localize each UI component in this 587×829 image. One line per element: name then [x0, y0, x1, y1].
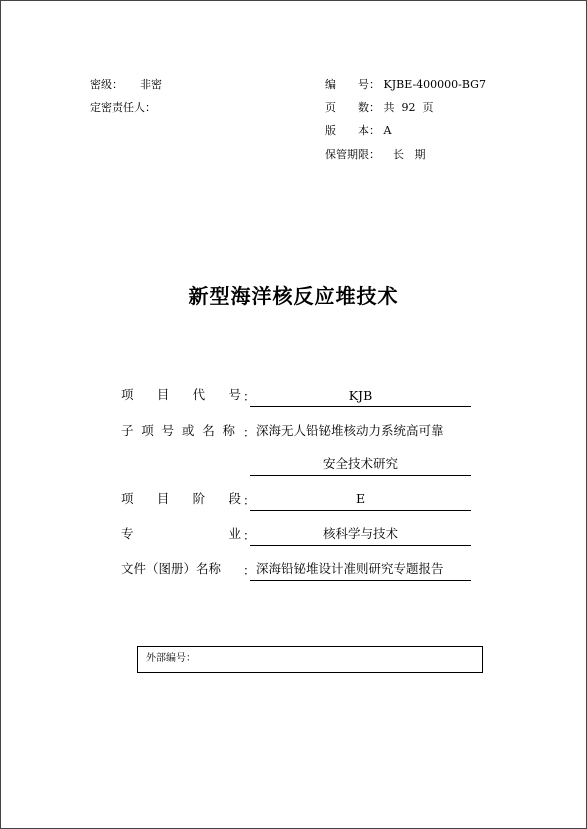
version-value: A [383, 124, 392, 137]
page-count [325, 101, 433, 114]
subproject-value-line1: 深海无人铅铋堆核动力系统高可靠 [256, 423, 444, 438]
classifier-label: 定密责任人： [90, 101, 156, 114]
major-colon: ： [243, 528, 256, 543]
doc-number-label: 编 号： [325, 78, 380, 91]
subproject-underline [250, 475, 471, 476]
document-name-underline [250, 580, 471, 581]
project-code-value: KJB [348, 388, 373, 403]
document-title: 新型海洋核反应堆技术 [188, 284, 399, 308]
retention-label: 保管期限： [325, 148, 380, 161]
project-code-label: 项 目 代 号 [121, 387, 241, 402]
page-count-label: 页 数： [325, 101, 380, 114]
page-count-value: 共 92 页 [383, 101, 434, 114]
version [325, 124, 391, 137]
stage-colon: ： [243, 493, 256, 508]
subproject-label: 子 项 号 或 名 称 [121, 423, 235, 438]
stage-underline [250, 510, 471, 511]
doc-number [325, 78, 486, 91]
major-value: 核科学与技术 [322, 526, 398, 541]
retention-value: 长 期 [393, 148, 426, 161]
external-number-box [137, 646, 483, 673]
major-label: 专 业 [121, 526, 241, 541]
secret-level-label: 密级： [90, 78, 123, 91]
project-code-underline [250, 406, 471, 407]
stage-value: E [355, 491, 366, 506]
version-label: 版 本： [325, 124, 380, 137]
major-underline [250, 545, 471, 546]
document-name-value: 深海铅铋堆设计准则研究专题报告 [256, 561, 444, 576]
external-number-label: 外部编号： [146, 653, 196, 664]
retention-period [325, 148, 426, 161]
subproject-value-line2: 安全技术研究 [322, 456, 398, 471]
secret-level-value: 非密 [140, 78, 162, 91]
doc-number-value: KJBE-400000-BG7 [383, 78, 486, 91]
secret-level [90, 78, 162, 91]
stage-label: 项 目 阶 段 [121, 491, 241, 506]
classifier [90, 101, 156, 114]
document-name-label: 文件（图册）名称 [121, 561, 222, 576]
project-code-colon: ： [243, 389, 256, 404]
document-name-colon: ： [243, 563, 256, 578]
subproject-colon: ： [243, 425, 256, 440]
